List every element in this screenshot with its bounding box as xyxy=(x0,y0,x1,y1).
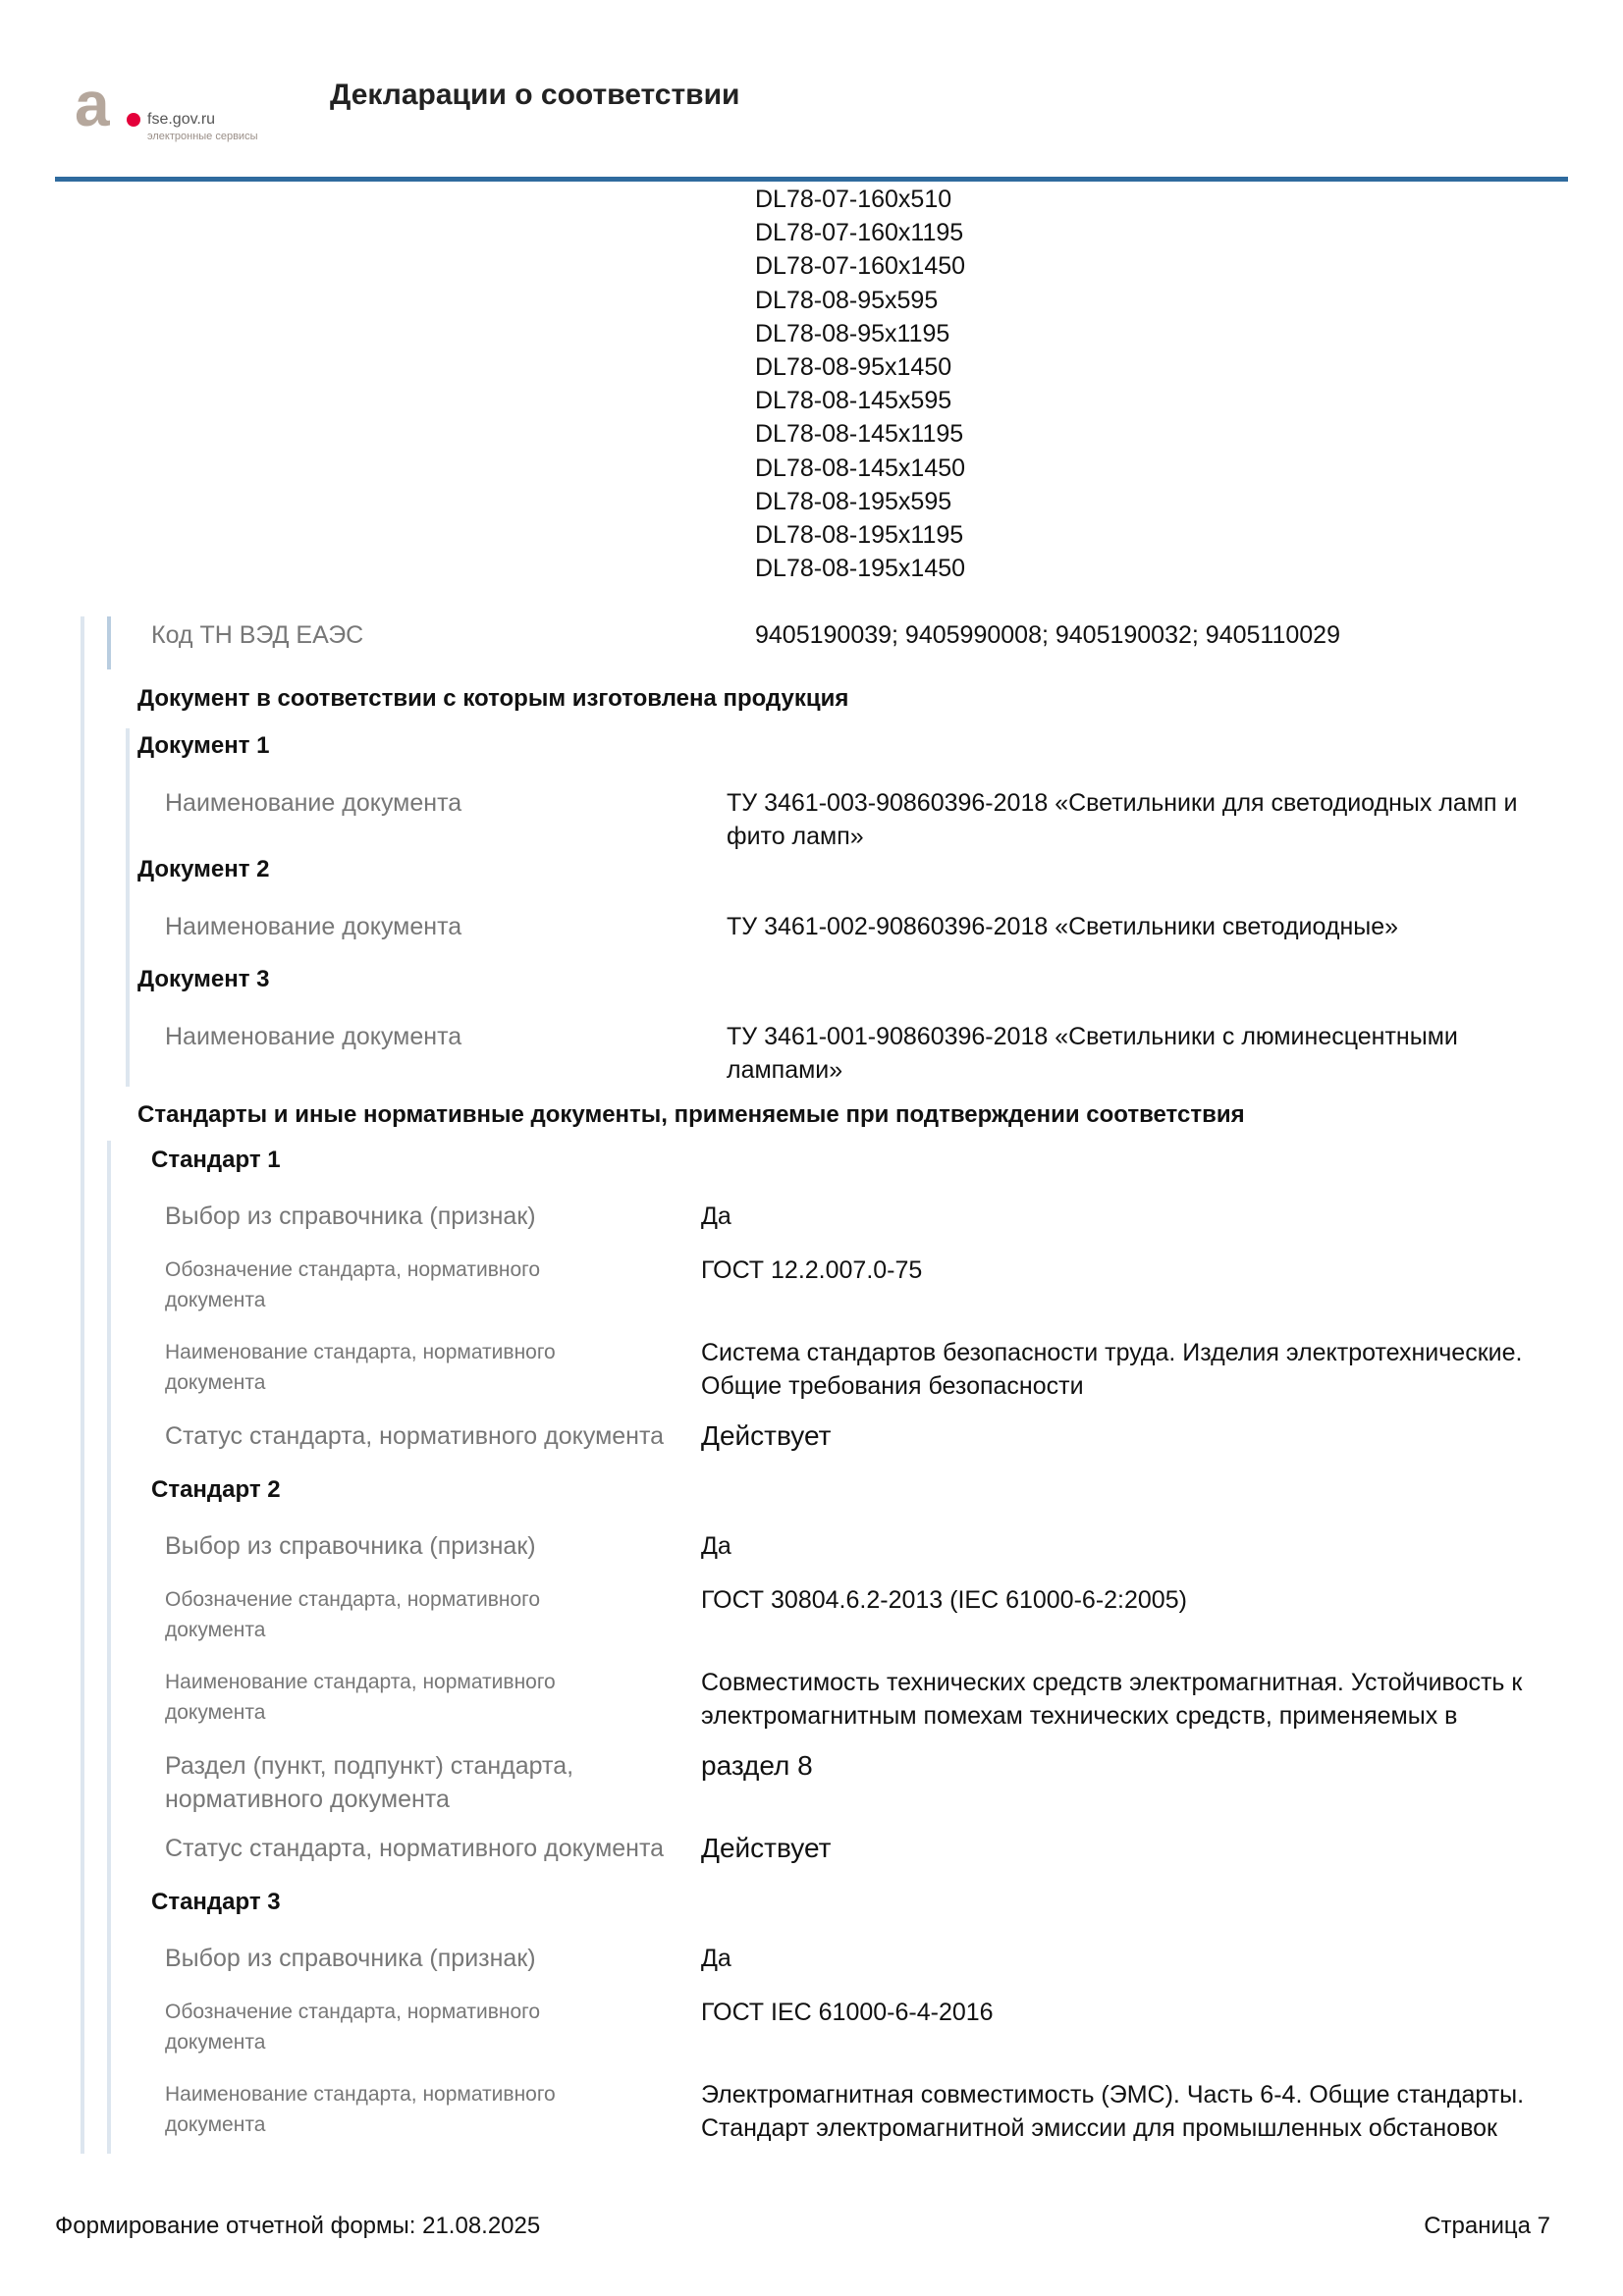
document-value-line: лампами» xyxy=(727,1056,843,1084)
page-title: Декларации о соответствии xyxy=(330,79,740,111)
name-value-line: Стандарт электромагнитной эмиссии для промышленных обстановок xyxy=(701,2114,1497,2142)
label-line: Наименование стандарта, нормативного xyxy=(165,2083,556,2106)
list-item: DL78-07-160x1450 xyxy=(755,252,966,281)
section-value: раздел 8 xyxy=(701,1750,813,1781)
name-value-line: Общие требования безопасности xyxy=(701,1372,1084,1400)
document-value xyxy=(727,786,1561,853)
label-line: документа xyxy=(165,1371,266,1394)
list-item: DL78-07-160x510 xyxy=(755,186,952,213)
standard-heading: Стандарт 3 xyxy=(151,1889,281,1915)
name-value xyxy=(701,2078,1565,2145)
choice-value: Да xyxy=(701,1945,731,1972)
designation-label xyxy=(165,1997,540,2057)
section-bar xyxy=(107,1141,111,2154)
label-line: Обозначение стандарта, нормативного xyxy=(165,1588,541,1611)
list-item: DL78-08-95x1195 xyxy=(755,319,950,347)
name-label xyxy=(165,1667,556,1728)
section-bar xyxy=(126,728,130,1087)
logo-subtitle: электронные сервисы xyxy=(147,131,258,142)
document-value: ТУ 3461-002-90860396-2018 «Светильники светодиодные» xyxy=(727,913,1399,940)
name-label xyxy=(165,2079,556,2140)
designation-value: ГОСТ 30804.6.2-2013 (IEC 61000-6-2:2005) xyxy=(701,1586,1187,1614)
status-value: Действует xyxy=(701,1420,832,1451)
label-line: нормативного документа xyxy=(165,1786,450,1813)
list-item: DL78-08-145x1195 xyxy=(755,420,964,449)
label-line: Наименование стандарта, нормативного xyxy=(165,1341,556,1363)
document-heading: Документ 2 xyxy=(137,856,270,882)
svg-text:а: а xyxy=(75,71,110,139)
report-date: Формирование отчетной формы: 21.08.2025 xyxy=(55,2213,541,2239)
choice-label: Выбор из справочника (признак) xyxy=(165,1945,536,1972)
document-value xyxy=(727,1020,1561,1087)
document-label: Наименование документа xyxy=(165,789,462,817)
document-value-line: ТУ 3461-003-90860396-2018 «Светильники для светодиодных ламп и xyxy=(727,789,1518,817)
choice-label: Выбор из справочника (признак) xyxy=(165,1532,536,1560)
document-value-line: ТУ 3461-001-90860396-2018 «Светильники с люминесцентными xyxy=(727,1023,1458,1050)
standards-section-title: Стандарты и иные нормативные документы, применяемые при подтверждении соответствия xyxy=(137,1101,1245,1128)
choice-label: Выбор из справочника (признак) xyxy=(165,1202,536,1230)
standard-heading: Стандарт 1 xyxy=(151,1147,281,1173)
section-bar xyxy=(107,616,111,669)
designation-value: ГОСТ IEC 61000-6-4-2016 xyxy=(701,1999,994,2026)
document-heading: Документ 3 xyxy=(137,966,270,992)
status-value: Действует xyxy=(701,1833,832,1863)
list-item: DL78-08-95x595 xyxy=(755,286,939,314)
page-number: Страница 7 xyxy=(1424,2213,1550,2239)
designation-label xyxy=(165,1255,540,1315)
choice-value: Да xyxy=(701,1532,731,1560)
status-label: Статус стандарта, нормативного документа xyxy=(165,1835,665,1862)
document-value-line: фито ламп» xyxy=(727,823,864,850)
header-divider xyxy=(55,177,1568,182)
documents-section-title: Документ в соответствии с которым изготовлена продукция xyxy=(137,685,849,712)
name-value-line: Электромагнитная совместимость (ЭМС). Часть 6-4. Общие стандарты. xyxy=(701,2081,1525,2109)
section-bar xyxy=(81,616,84,2154)
document-label: Наименование документа xyxy=(165,913,462,940)
label-line: Раздел (пункт, подпункт) стандарта, xyxy=(165,1752,574,1780)
list-item: DL78-08-195x1195 xyxy=(755,521,964,550)
list-item: DL78-08-145x595 xyxy=(755,387,952,415)
name-label xyxy=(165,1337,556,1398)
name-value-line: Совместимость технических средств электромагнитная. Устойчивость к xyxy=(701,1669,1523,1696)
name-value-line: электромагнитным помехам технических средств, применяемых в xyxy=(701,1702,1458,1730)
name-value xyxy=(701,1336,1565,1403)
status-label: Статус стандарта, нормативного документа xyxy=(165,1422,665,1450)
label-line: Обозначение стандарта, нормативного xyxy=(165,1258,541,1281)
designation-value: ГОСТ 12.2.007.0-75 xyxy=(701,1256,923,1284)
fse-logo xyxy=(75,71,271,149)
logo-site: fse.gov.ru xyxy=(147,111,216,128)
label-line: документа xyxy=(165,1289,266,1311)
name-value xyxy=(701,1666,1565,1733)
label-line: Наименование стандарта, нормативного xyxy=(165,1671,556,1693)
name-value-line: Система стандартов безопасности труда. Изделия электротехнические. xyxy=(701,1339,1523,1366)
document-label: Наименование документа xyxy=(165,1023,462,1050)
model-list xyxy=(755,183,965,585)
list-item: DL78-08-95x1450 xyxy=(755,353,952,382)
label-line: Обозначение стандарта, нормативного xyxy=(165,2001,541,2023)
list-item: DL78-08-195x595 xyxy=(755,487,952,515)
section-label xyxy=(165,1749,573,1816)
list-item: DL78-08-145x1450 xyxy=(755,454,966,482)
label-line: документа xyxy=(165,2113,266,2136)
designation-label xyxy=(165,1584,540,1645)
label-line: документа xyxy=(165,2031,266,2054)
list-item: DL78-08-195x1450 xyxy=(755,555,966,583)
list-item: DL78-07-160x1195 xyxy=(755,219,964,247)
tnved-value: 9405190039; 9405990008; 9405190032; 9405110029 xyxy=(755,621,1340,649)
document-heading: Документ 1 xyxy=(137,732,270,759)
tnved-label: Код ТН ВЭД ЕАЭС xyxy=(151,621,364,649)
label-line: документа xyxy=(165,1701,266,1724)
choice-value: Да xyxy=(701,1202,731,1230)
label-line: документа xyxy=(165,1619,266,1641)
standard-heading: Стандарт 2 xyxy=(151,1476,281,1503)
